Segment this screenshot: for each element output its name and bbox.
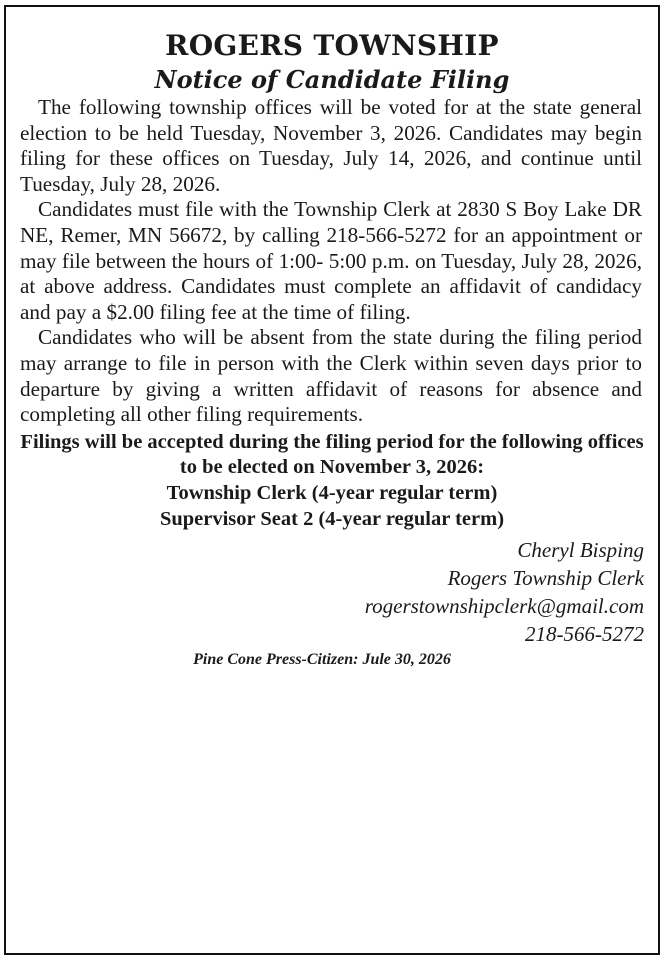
paragraph-absence: Candidates who will be absent from the state during the filing period may arrange to file in person with the Clerk within seven days prior to departure by giving a written affidavit of reasons for absence and completing all other filing requirements. — [20, 325, 642, 427]
filings-statement: Filings will be accepted during the filing period for the following offices to be elected on November 3, 2026: — [20, 430, 644, 479]
notice-subtitle: Notice of Candidate Filing — [154, 65, 510, 94]
office-item: Supervisor Seat 2 (4-year regular term) — [159, 507, 505, 530]
notice-body — [6, 95, 658, 428]
signature-phone: 218-566-5272 — [525, 622, 644, 647]
notice-title: ROGERS TOWNSHIP — [165, 29, 499, 62]
signature-name: Cheryl Bisping — [517, 538, 644, 563]
office-item: Township Clerk (4-year regular term) — [166, 481, 498, 504]
signature-title: Rogers Township Clerk — [447, 566, 644, 591]
signature-email: rogerstownshipclerk@gmail.com — [364, 594, 644, 619]
notice-box — [4, 5, 660, 955]
signature-block — [6, 536, 658, 648]
offices-list — [6, 481, 658, 532]
publication-credit: Pine Cone Press-Citizen: Jule 30, 2026 — [193, 651, 451, 669]
paragraph-election-dates: The following township offices will be voted for at the state general election to be held Tuesday, November 3, 2026. Candidates may begin filing for these offices on Tuesday, July 14, 2026, and continue until Tuesday, July 28, 2026. — [20, 95, 642, 196]
paragraph-filing-location: Candidates must file with the Township Clerk at 2830 S Boy Lake DR NE, Remer, MN 56672, by calling 218-566-5272 for an appointment or may file between the hours of 1:00- 5:00 p.m. on Tuesday, July 28, 2026, at above address. Candidates must complete an affidavit of candidacy and pay a $2.00 filing fee at the time of filing. — [20, 197, 642, 324]
